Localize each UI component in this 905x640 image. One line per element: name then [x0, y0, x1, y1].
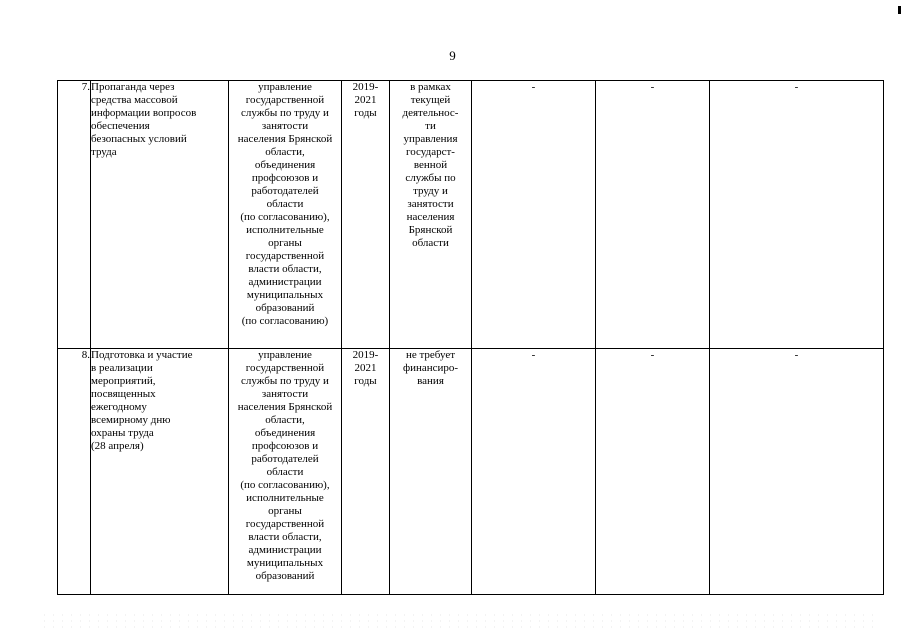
table-row	[58, 81, 884, 349]
value-cell: -	[472, 349, 596, 595]
financing-cell: в рамках текущей деятельнос- ти управления государст- венной службы по труду и занятости населения Брянской области	[390, 81, 472, 349]
scan-edge-mark	[898, 6, 901, 14]
executor-cell: управление государственной службы по труду и занятости населения Брянской области, объединения профсоюзов и работодателей области (по согласованию), исполнительные органы государственной власти области, администрации муниципальных образований (по согласованию)	[229, 81, 342, 349]
financing-cell: не требует финансиро- вания	[390, 349, 472, 595]
value-cell: -	[710, 349, 884, 595]
measure-name: Подготовка и участие в реализации мероприятий, посвященных ежегодному всемирному дню охраны труда (28 апреля)	[91, 349, 229, 595]
row-number: 8.	[58, 349, 91, 595]
term-cell: 2019- 2021 годы	[342, 349, 390, 595]
page-number: 9	[449, 48, 456, 63]
value-cell: -	[596, 349, 710, 595]
term-cell: 2019- 2021 годы	[342, 81, 390, 349]
value-cell: -	[710, 81, 884, 349]
measures-table	[57, 80, 884, 595]
scan-noise	[40, 612, 880, 632]
row-number: 7.	[58, 81, 91, 349]
value-cell: -	[596, 81, 710, 349]
executor-cell: управление государственной службы по труду и занятости населения Брянской области, объединения профсоюзов и работодателей области (по согласованию), исполнительные органы государственной власти области, администрации муниципальных образований	[229, 349, 342, 595]
table-row	[58, 349, 884, 595]
value-cell: -	[472, 81, 596, 349]
measure-name: Пропаганда через средства массовой информации вопросов обеспечения безопасных условий труда	[91, 81, 229, 349]
